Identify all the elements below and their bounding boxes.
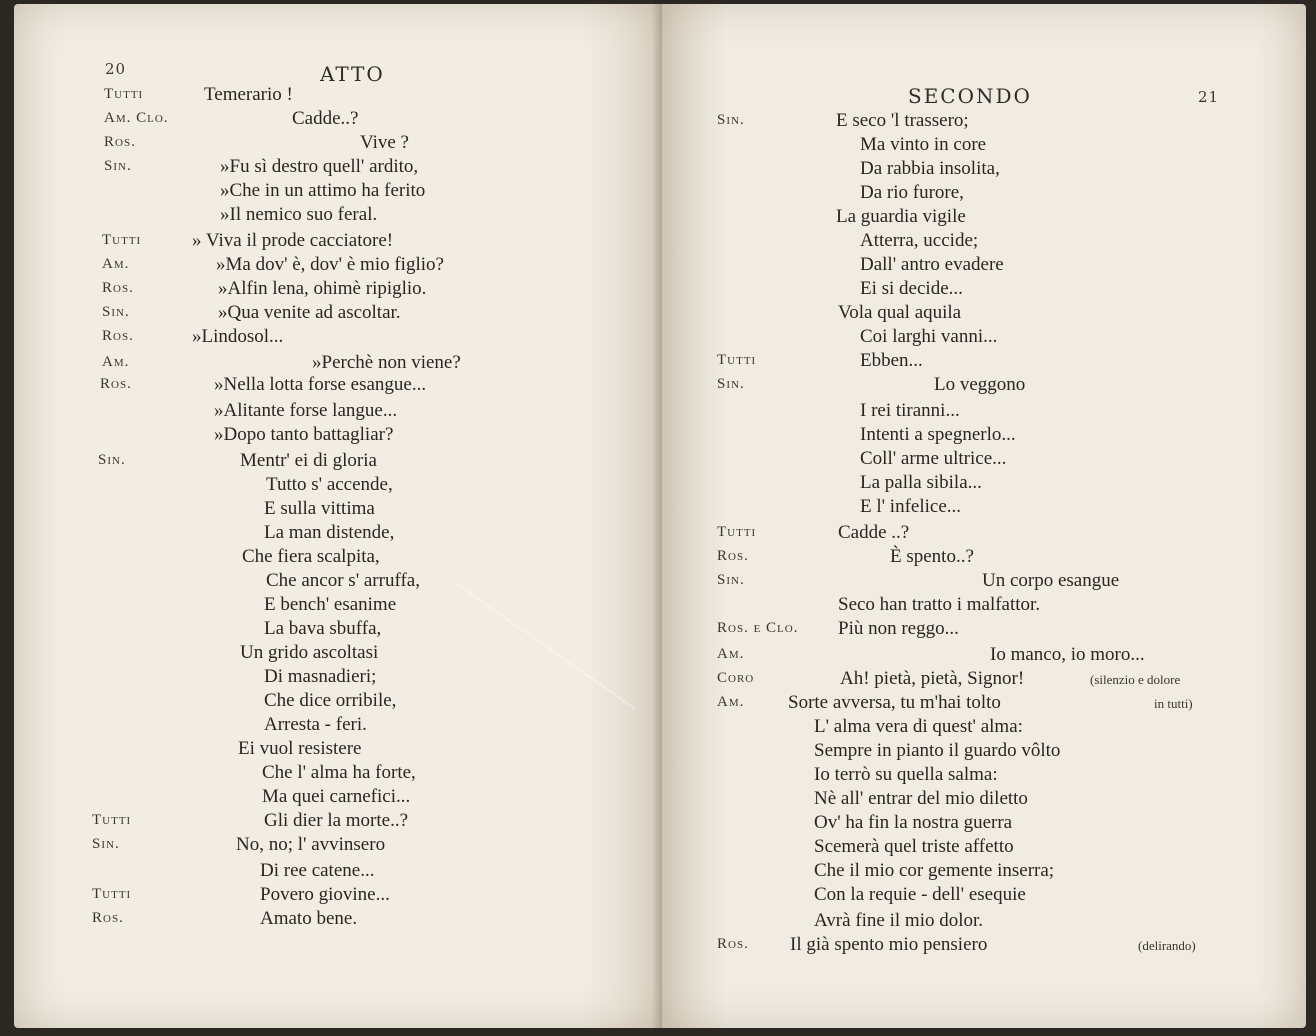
verse-text: Vola qual aquila [838, 302, 962, 323]
paper-crease [453, 581, 634, 709]
verse-text: Ebben... [860, 350, 923, 371]
page-number-right: 21 [1198, 88, 1220, 106]
verse-text: Cadde ..? [838, 522, 910, 543]
speaker-label: Am. [717, 694, 745, 710]
verse-text: La palla sibila... [860, 472, 982, 493]
verse-text: Lo veggono [934, 374, 1026, 395]
verse-text: Un grido ascoltasi [240, 642, 379, 663]
verse-text: Un corpo esangue [982, 570, 1120, 591]
speaker-label: Ros. [102, 280, 134, 296]
speaker-label: Ros. [92, 910, 124, 926]
verse-text: Sempre in pianto il guardo vôlto [814, 740, 1061, 761]
speaker-label: Am. Clo. [104, 110, 169, 126]
verse-text: Io manco, io moro... [990, 644, 1145, 665]
speaker-label: Tutti [717, 352, 757, 368]
verse-text: Da rabbia insolita, [860, 158, 1000, 179]
verse-text: E seco 'l trassero; [836, 110, 969, 131]
verse-text: La man distende, [264, 522, 395, 543]
speaker-label: Coro [717, 670, 755, 686]
verse-text: Coll' arme ultrice... [860, 448, 1007, 469]
verse-text: Ma quei carnefici... [262, 786, 411, 807]
speaker-label: Am. [102, 256, 130, 272]
verse-text: Avrà fine il mio dolor. [814, 910, 984, 931]
verse-text: I rei tiranni... [860, 400, 960, 421]
speaker-label: Sin. [717, 572, 745, 588]
verse-text: Ei vuol resistere [238, 738, 362, 759]
verse-text: »Alfin lena, ohimè ripiglio. [218, 278, 427, 299]
verse-text: Intenti a spegnerlo... [860, 424, 1016, 445]
verse-text: Seco han tratto i malfattor. [838, 594, 1041, 615]
verse-text: Ei si decide... [860, 278, 963, 299]
verse-text: Arresta - feri. [264, 714, 367, 735]
speaker-label: Tutti [92, 812, 132, 828]
verse-text: Gli dier la morte..? [264, 810, 409, 831]
speaker-label: Ros. [717, 936, 749, 952]
verse-text: »Nella lotta forse esangue... [214, 374, 427, 395]
stage-direction: (delirando) [1138, 938, 1196, 953]
verse-text: Con la requie - dell' esequie [814, 884, 1026, 905]
speaker-label: Ros. [100, 376, 132, 392]
verse-text: Più non reggo... [838, 618, 959, 639]
verse-text: Sorte avversa, tu m'hai tolto [788, 692, 1001, 713]
verse-text: La bava sbuffa, [264, 618, 382, 639]
speaker-label: Am. [717, 646, 745, 662]
speaker-label: Ros. [104, 134, 136, 150]
verse-text: La guardia vigile [836, 206, 966, 227]
verse-text: »Qua venite ad ascoltar. [218, 302, 401, 323]
verse-text: Che fiera scalpita, [242, 546, 380, 567]
running-head-left: ATTO [320, 62, 385, 86]
verse-text: Io terrò su quella salma: [814, 764, 998, 785]
verse-text: Ah! pietà, pietà, Signor! [840, 668, 1025, 689]
speaker-label: Tutti [102, 232, 142, 248]
speaker-label: Tutti [104, 86, 144, 102]
speaker-label: Am. [102, 354, 130, 370]
verse-text: »Perchè non viene? [312, 352, 461, 373]
verse-text: Che ancor s' arruffa, [266, 570, 420, 591]
verse-text: Tutto s' accende, [266, 474, 393, 495]
verse-text: Amato bene. [260, 908, 358, 929]
speaker-label: Sin. [98, 452, 126, 468]
verse-text: No, no; l' avvinsero [236, 834, 386, 855]
verse-text: Il già spento mio pensiero [790, 934, 988, 955]
verse-text: Ov' ha fin la nostra guerra [814, 812, 1013, 833]
verse-text: Atterra, uccide; [860, 230, 979, 251]
verse-text: Dall' antro evadere [860, 254, 1004, 275]
verse-text: Mentr' ei di gloria [240, 450, 377, 471]
verse-text: »Che in un attimo ha ferito [220, 180, 426, 201]
verse-text: Scemerà quel triste affetto [814, 836, 1014, 857]
verse-text: »Alitante forse langue... [214, 400, 398, 421]
speaker-label: Tutti [717, 524, 757, 540]
speaker-label: Tutti [92, 886, 132, 902]
verse-text: »Il nemico suo feral. [220, 204, 378, 225]
verse-text: Nè all' entrar del mio diletto [814, 788, 1028, 809]
verse-text: E bench' esanime [264, 594, 397, 615]
page-number-left: 20 [105, 60, 127, 78]
verse-text: » Viva il prode cacciatore! [192, 230, 394, 251]
verse-text: Ma vinto in core [860, 134, 987, 155]
stage-direction: in tutti) [1154, 696, 1193, 711]
speaker-label: Sin. [104, 158, 132, 174]
left-page [14, 4, 662, 1028]
verse-text: »Fu sì destro quell' ardito, [220, 156, 419, 177]
verse-text: L' alma vera di quest' alma: [814, 716, 1023, 737]
right-page [662, 4, 1306, 1028]
verse-text: Coi larghi vanni... [860, 326, 998, 347]
speaker-label: Sin. [717, 112, 745, 128]
verse-text: E l' infelice... [860, 496, 962, 517]
verse-text: »Dopo tanto battagliar? [214, 424, 394, 445]
verse-text: Temerario ! [204, 84, 293, 105]
verse-text: »Lindosol... [192, 326, 284, 347]
speaker-label: Sin. [102, 304, 130, 320]
running-head-right: SECONDO [908, 84, 1032, 108]
verse-text: È spento..? [890, 546, 974, 567]
verse-text: »Ma dov' è, dov' è mio figlio? [216, 254, 444, 275]
verse-text: Di masnadieri; [264, 666, 377, 687]
verse-text: Di ree catene... [260, 860, 375, 881]
stage-direction: (silenzio e dolore [1090, 672, 1181, 687]
verse-text: Che l' alma ha forte, [262, 762, 416, 783]
verse-text: Cadde..? [292, 108, 359, 129]
verse-text: Da rio furore, [860, 182, 964, 203]
verse-text: Povero giovine... [260, 884, 390, 905]
speaker-label: Ros. e Clo. [717, 620, 799, 636]
speaker-label: Ros. [717, 548, 749, 564]
verse-text: Vive ? [360, 132, 409, 153]
verse-text: Che dice orribile, [264, 690, 397, 711]
verse-text: E sulla vittima [264, 498, 375, 519]
verse-text: Che il mio cor gemente inserra; [814, 860, 1055, 881]
speaker-label: Sin. [717, 376, 745, 392]
speaker-label: Sin. [92, 836, 120, 852]
speaker-label: Ros. [102, 328, 134, 344]
